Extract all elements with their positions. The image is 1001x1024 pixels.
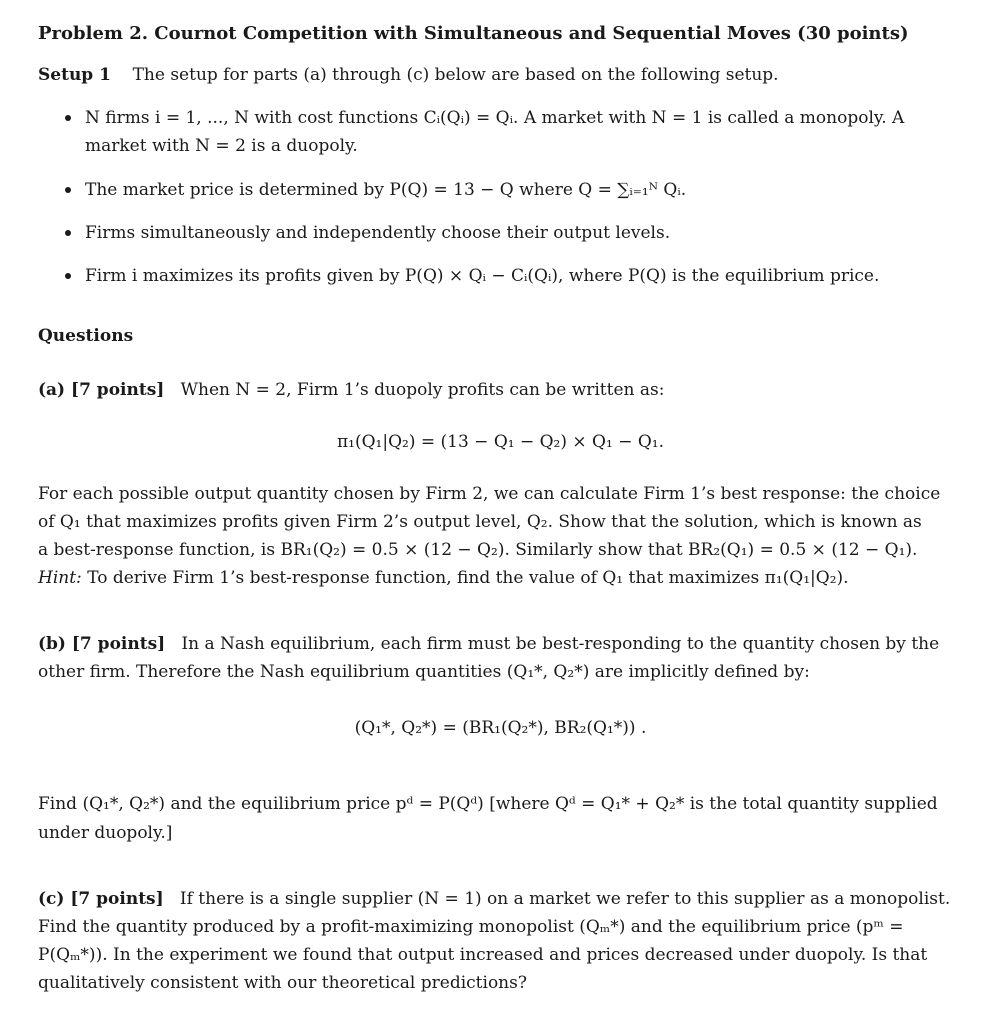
question-b-label: (b) [7 points] <box>38 634 166 654</box>
question-c-line-2: Find the quantity produced by a profit-maximizing monopolist (Qₘ*) and the equilibrium price (pᵐ = <box>38 917 904 937</box>
hint-text: To derive Firm 1’s best-response function, find the value of Q₁ that maximizes π₁(Q₁|Q₂). <box>87 568 849 588</box>
setup-line <box>38 64 779 86</box>
bullet-dot <box>65 273 71 279</box>
question-b-equation: (Q₁*, Q₂*) = (BR₁(Q₂*), BR₂(Q₁*)) . <box>354 718 647 738</box>
question-b-line-1 <box>38 633 939 655</box>
bullet-2: The market price is determined by P(Q) = 13 − Q where Q = ∑ᵢ₌₁ᴺ Qᵢ. <box>85 180 687 200</box>
problem-title: Problem 2. Cournot Competition with Simultaneous and Sequential Moves (30 points) <box>38 23 909 44</box>
question-a-para-4 <box>38 567 849 589</box>
setup-label: Setup 1 <box>38 65 111 85</box>
question-a-intro <box>38 379 664 401</box>
bullet-4: Firm i maximizes its profits given by P(Q) × Qᵢ − Cᵢ(Qᵢ), where P(Q) is the equilibrium price. <box>85 266 880 286</box>
question-a-para-3: a best-response function, is BR₁(Q₂) = 0.5 × (12 − Q₂). Similarly show that BR₂(Q₁) = 0.5 × (12 − Q₁). <box>38 540 918 560</box>
question-c-label: (c) [7 points] <box>38 889 164 909</box>
bullet-dot <box>65 187 71 193</box>
bullet-dot <box>65 230 71 236</box>
question-a-para-2: of Q₁ that maximizes profits given Firm 2’s output level, Q₂. Show that the solution, which is known as <box>38 512 922 532</box>
question-a-intro-text: When N = 2, Firm 1’s duopoly profits can be written as: <box>180 380 665 400</box>
question-c-text-1: If there is a single supplier (N = 1) on a market we refer to this supplier as a monopolist. <box>179 889 951 909</box>
question-b-find-2: under duopoly.] <box>38 823 173 843</box>
hint-label: Hint: <box>38 568 82 588</box>
bullet-3: Firms simultaneously and independently choose their output levels. <box>85 223 671 243</box>
question-a-label: (a) [7 points] <box>38 380 165 400</box>
question-a-para-1: For each possible output quantity chosen by Firm 2, we can calculate Firm 1’s best response: the choice <box>38 484 941 504</box>
question-a-equation: π₁(Q₁|Q₂) = (13 − Q₁ − Q₂) × Q₁ − Q₁. <box>336 432 665 452</box>
question-b-line-2: other firm. Therefore the Nash equilibrium quantities (Q₁*, Q₂*) are implicitly defined by: <box>38 662 810 682</box>
questions-heading: Questions <box>38 326 134 346</box>
question-b-find-1: Find (Q₁*, Q₂*) and the equilibrium price pᵈ = P(Qᵈ) [where Qᵈ = Q₁* + Q₂* is the total quantity supplied <box>38 794 938 814</box>
setup-text: The setup for parts (a) through (c) below are based on the following setup. <box>132 65 779 85</box>
bullet-dot <box>65 115 71 121</box>
bullet-1-line-2: market with N = 2 is a duopoly. <box>85 136 358 156</box>
question-c-line-4: qualitatively consistent with our theoretical predictions? <box>38 973 527 993</box>
question-b-text-1: In a Nash equilibrium, each firm must be best-responding to the quantity chosen by the <box>181 634 940 654</box>
bullet-1-line-1: N firms i = 1, ..., N with cost functions Cᵢ(Qᵢ) = Qᵢ. A market with N = 1 is called a monopoly. A <box>85 108 905 128</box>
question-c-line-3: P(Qₘ*)). In the experiment we found that output increased and prices decreased under duopoly. Is that <box>38 945 928 965</box>
question-c-line-1 <box>38 888 950 910</box>
